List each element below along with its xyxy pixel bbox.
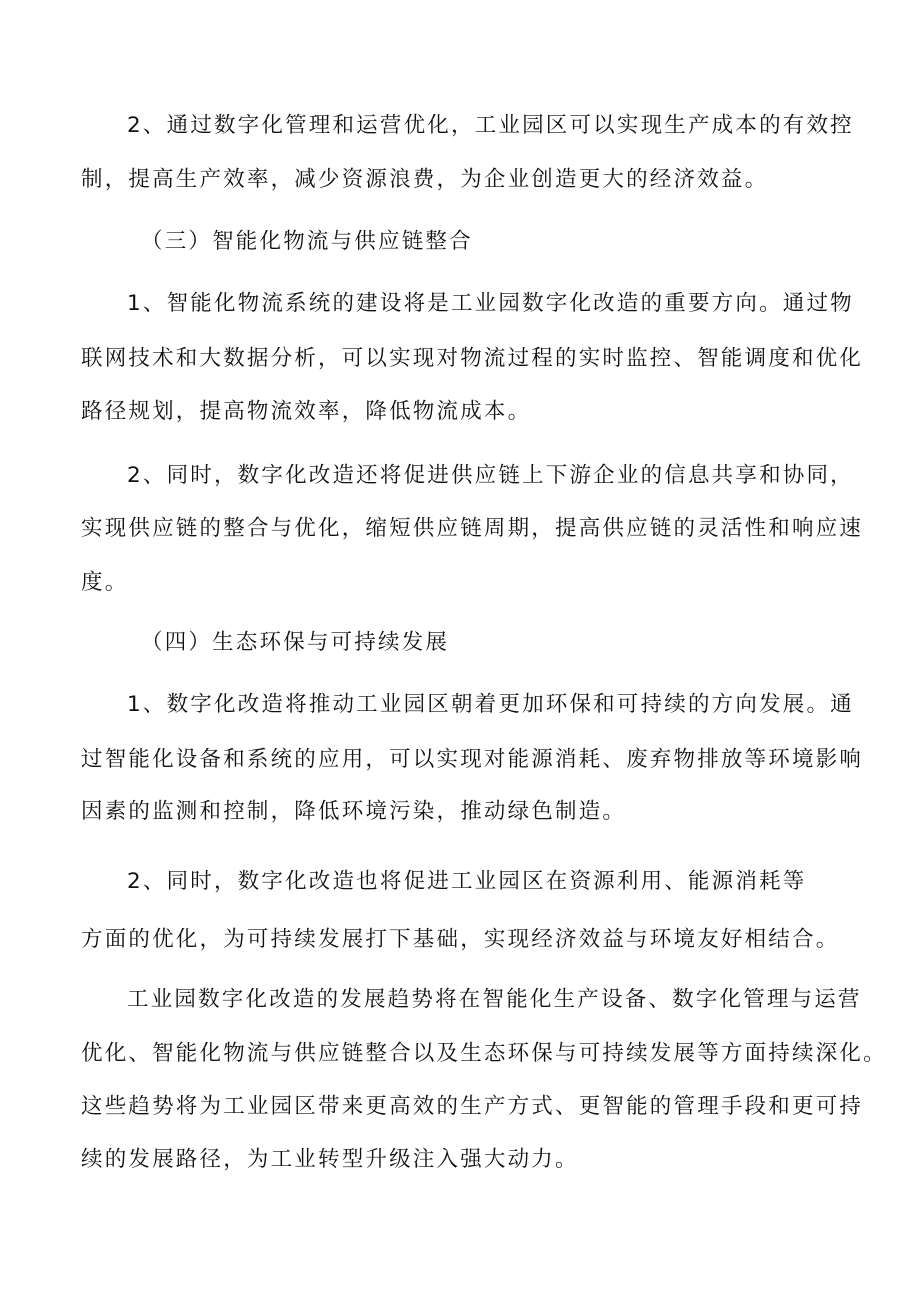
- paragraph-line: 路径规划，提高物流效率，降低物流成本。: [81, 399, 532, 424]
- paragraph-line: 工业园数字化改造的发展趋势将在智能化生产设备、数字化管理与运营: [127, 987, 862, 1012]
- section-heading-4: （四）生态环保与可持续发展: [141, 630, 450, 655]
- paragraph-line: 1、智能化物流系统的建设将是工业园数字化改造的重要方向。通过物: [127, 291, 854, 316]
- paragraph-line: 2、通过数字化管理和运营优化，工业园区可以实现生产成本的有效控: [127, 113, 854, 138]
- paragraph-line: 优化、智能化物流与供应链整合以及生态环保与可持续发展等方面持续深化。: [81, 1041, 887, 1066]
- paragraph-line: 这些趋势将为工业园区带来更高效的生产方式、更智能的管理手段和更可持: [81, 1094, 864, 1119]
- paragraph-line: 度。: [81, 570, 129, 595]
- paragraph-line: 2、同时，数字化改造也将促进工业园区在资源利用、能源消耗等: [127, 869, 807, 894]
- paragraph-line: 过智能化设备和系统的应用，可以实现对能源消耗、废弃物排放等环境影响: [81, 747, 864, 772]
- paragraph-line: 实现供应链的整合与优化，缩短供应链周期，提高供应链的灵活性和响应速: [81, 516, 864, 541]
- paragraph-line: 联网技术和大数据分析，可以实现对物流过程的实时监控、智能调度和优化: [81, 346, 864, 371]
- paragraph-line: 制，提高生产效率，减少资源浪费，为企业创造更大的经济效益。: [81, 167, 769, 192]
- section-heading-3: （三）智能化物流与供应链整合: [141, 229, 473, 254]
- paragraph-line: 续的发展路径，为工业转型升级注入强大动力。: [81, 1147, 579, 1172]
- paragraph-line: 1、数字化改造将推动工业园区朝着更加环保和可持续的方向发展。通: [127, 692, 854, 717]
- paragraph-line: 2、同时，数字化改造还将促进供应链上下游企业的信息共享和协同，: [127, 463, 854, 488]
- paragraph-line: 方面的优化，为可持续发展打下基础，实现经济效益与环境友好相结合。: [81, 927, 840, 952]
- paragraph-line: 因素的监测和控制，降低环境污染，推动绿色制造。: [81, 799, 627, 824]
